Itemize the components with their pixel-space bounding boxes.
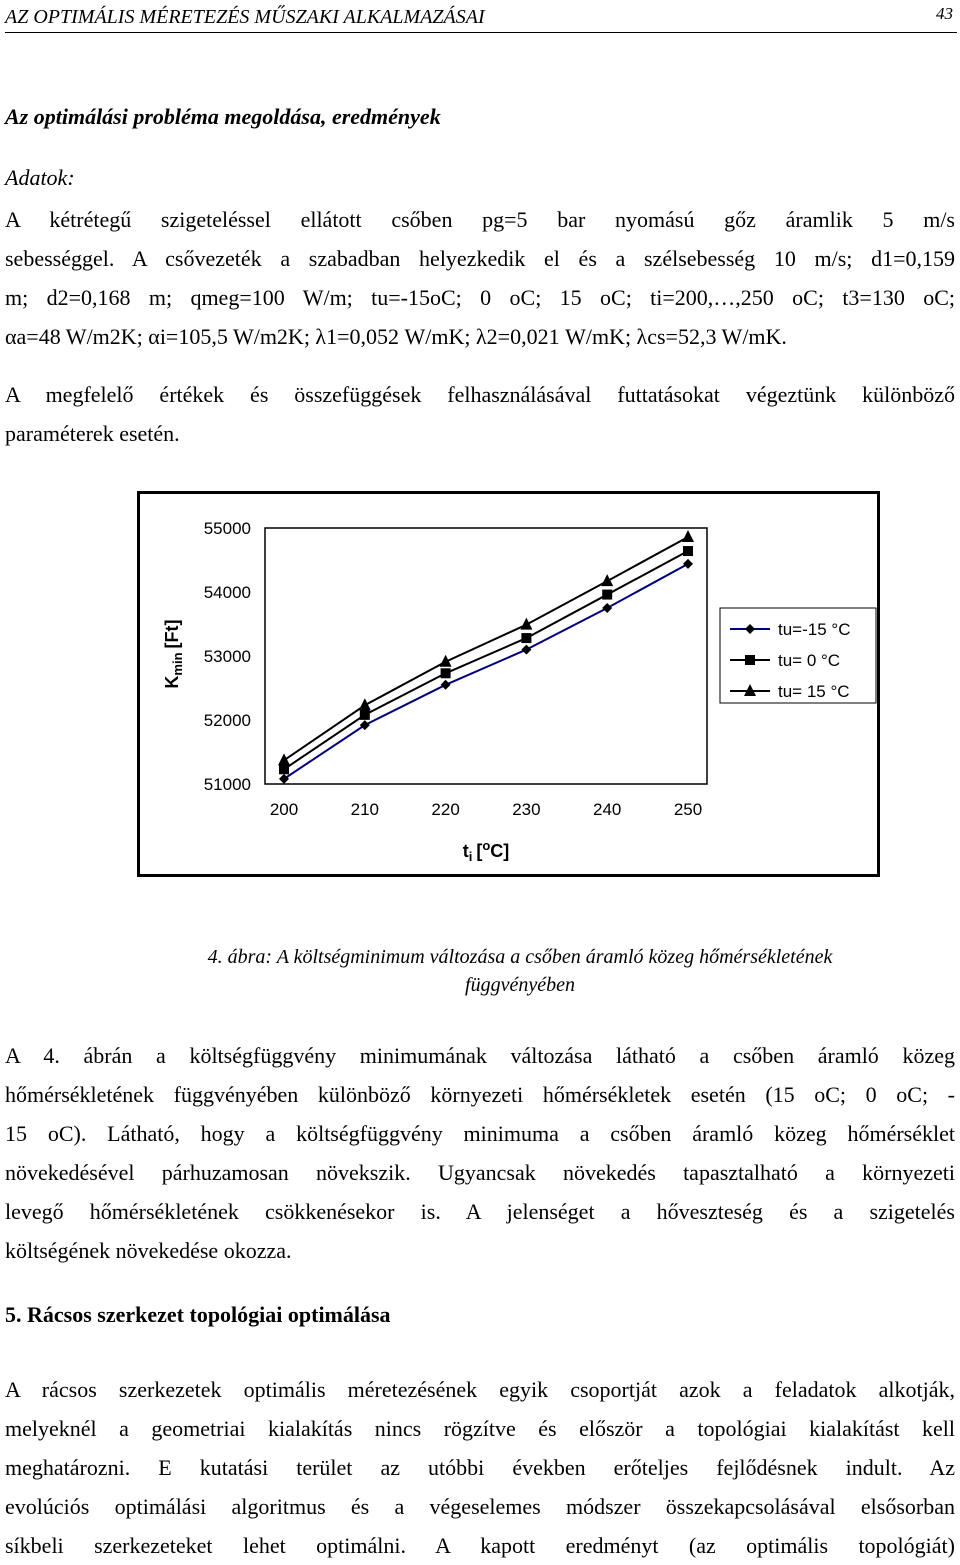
series-line [284, 564, 688, 779]
y-tick-labels [204, 519, 251, 794]
chart-svg [140, 494, 877, 874]
text-line: A kétrétegű szigeteléssel ellátott csőben pg=5 bar nyomású gőz áramlik 5 m/s [5, 207, 955, 232]
paragraph-data [5, 200, 955, 356]
text-line: síkbeli szerkezeteket lehet optimálni. A kapott eredményt (az optimális topológiát) [5, 1533, 955, 1558]
square-marker [602, 590, 612, 600]
y-axis-label: $K_{min}[Ft]$ [162, 619, 185, 689]
x-tick-label: 210 [350, 800, 379, 819]
page-header [5, 2, 957, 33]
section5-heading: 5. Rácsos szerkezet topológiai optimálása [5, 1302, 391, 1327]
text-line: meghatározni. E kutatási terület az utóbbi években erőteljes fejlődésnek indult. Az [5, 1455, 955, 1480]
x-tick-label: 250 [673, 800, 703, 819]
square-marker [279, 764, 289, 774]
text-line: költségének növekedése okozza. [5, 1238, 292, 1263]
y-tick-label: 53000 [203, 647, 251, 666]
text-line: növekedésével párhuzamosan növekszik. Ugyancsak növekedés tapasztalható a környezeti [5, 1160, 955, 1185]
diamond-marker [602, 603, 612, 613]
data-heading: Adatok: [5, 165, 75, 190]
square-marker [683, 546, 693, 556]
page-number: 43 [936, 4, 953, 23]
paragraph-discussion [5, 1036, 955, 1270]
caption-line: függvényében [465, 974, 575, 996]
y-tick-label: 55000 [203, 519, 251, 538]
x-axis-label: $t_i$ [$^o$C] [462, 838, 510, 864]
square-marker [441, 668, 451, 678]
triangle-marker [682, 530, 694, 542]
x-tick-label: 230 [512, 800, 541, 819]
legend-label: tu= 15 °C [778, 682, 850, 701]
x-tick-label: 200 [269, 800, 299, 819]
caption-line: 4. ábra: A költségminimum változása a csőben áramló közeg hőmérsékletének [207, 946, 833, 968]
diamond-marker [441, 680, 451, 690]
square-marker [521, 633, 531, 643]
text-line: sebességgel. A csővezeték a szabadban helyezkedik el és a szélsebesség 10 m/s; d1=0,159 [5, 246, 955, 271]
series-line [284, 551, 688, 769]
triangle-marker [520, 618, 532, 630]
triangle-marker [278, 753, 290, 765]
legend-label: tu= 0 °C [778, 651, 841, 670]
text-line: A 4. ábrán a költségfüggvény minimumának változása látható a csőben áramló közeg [5, 1043, 955, 1068]
text-line: melyeknél a geometriai kialakítás nincs rögzítve és először a topológiai kialakítást kell [5, 1416, 955, 1441]
square-marker [745, 655, 755, 665]
text-line: 15 oC). Látható, hogy a költségfüggvény minimuma a csőben áramló közeg hőmérséklet [5, 1121, 955, 1146]
text-line: αa=48 W/m2K; αi=105,5 W/m2K; λ1=0,052 W/mK; λ2=0,021 W/mK; λcs=52,3 W/mK. [5, 324, 787, 349]
x-tick-label: 240 [593, 800, 622, 819]
running-title: AZ OPTIMÁLIS MÉRETEZÉS MŰSZAKI ALKALMAZÁSAI [5, 6, 485, 28]
text-line: evolúciós optimálási algoritmus és a végeselemes módszer összekapcsolásával elsősorban [5, 1494, 955, 1519]
y-tick-label: 51000 [203, 775, 251, 794]
square-marker [360, 710, 370, 720]
series-lines [278, 530, 694, 784]
legend-label: tu=-15 °C [778, 620, 851, 639]
text-line: levegő hőmérsékletének csökkenésekor is. A jelenséget a hőveszteség és a szigetelés [5, 1199, 955, 1224]
paragraph-runs [5, 375, 955, 453]
text-line: paraméterek esetén. [5, 421, 180, 446]
y-tick-label: 54000 [203, 583, 251, 602]
paragraph-topology [5, 1370, 955, 1565]
triangle-marker [601, 574, 613, 586]
section-heading: Az optimálási probléma megoldása, eredmények [5, 104, 441, 129]
text-line: A rácsos szerkezetek optimális méretezésének egyik csoportját azok a feladatok alkotják, [5, 1377, 955, 1402]
triangle-marker [359, 698, 371, 710]
series-line [284, 537, 688, 760]
text-line: A megfelelő értékek és összefüggések felhasználásával futtatásokat végeztünk különböző [5, 382, 955, 407]
series [279, 559, 693, 784]
text-line: m; d2=0,168 m; qmeg=100 W/m; tu=-15oC; 0 oC; 15 oC; ti=200,…,250 oC; t3=130 oC; [5, 285, 955, 310]
series [278, 530, 694, 765]
figure-caption [120, 943, 920, 999]
diamond-marker [521, 645, 531, 655]
cost-minimum-chart [137, 491, 880, 877]
y-tick-label: 52000 [203, 711, 251, 730]
diamond-marker [683, 559, 693, 569]
text-line: hőmérsékletének függvényében különböző környezeti hőmérsékletek esetén (15 oC; 0 oC; - [5, 1082, 955, 1107]
x-tick-label: 220 [431, 800, 460, 819]
x-tick-labels [270, 800, 702, 819]
legend [720, 608, 876, 703]
